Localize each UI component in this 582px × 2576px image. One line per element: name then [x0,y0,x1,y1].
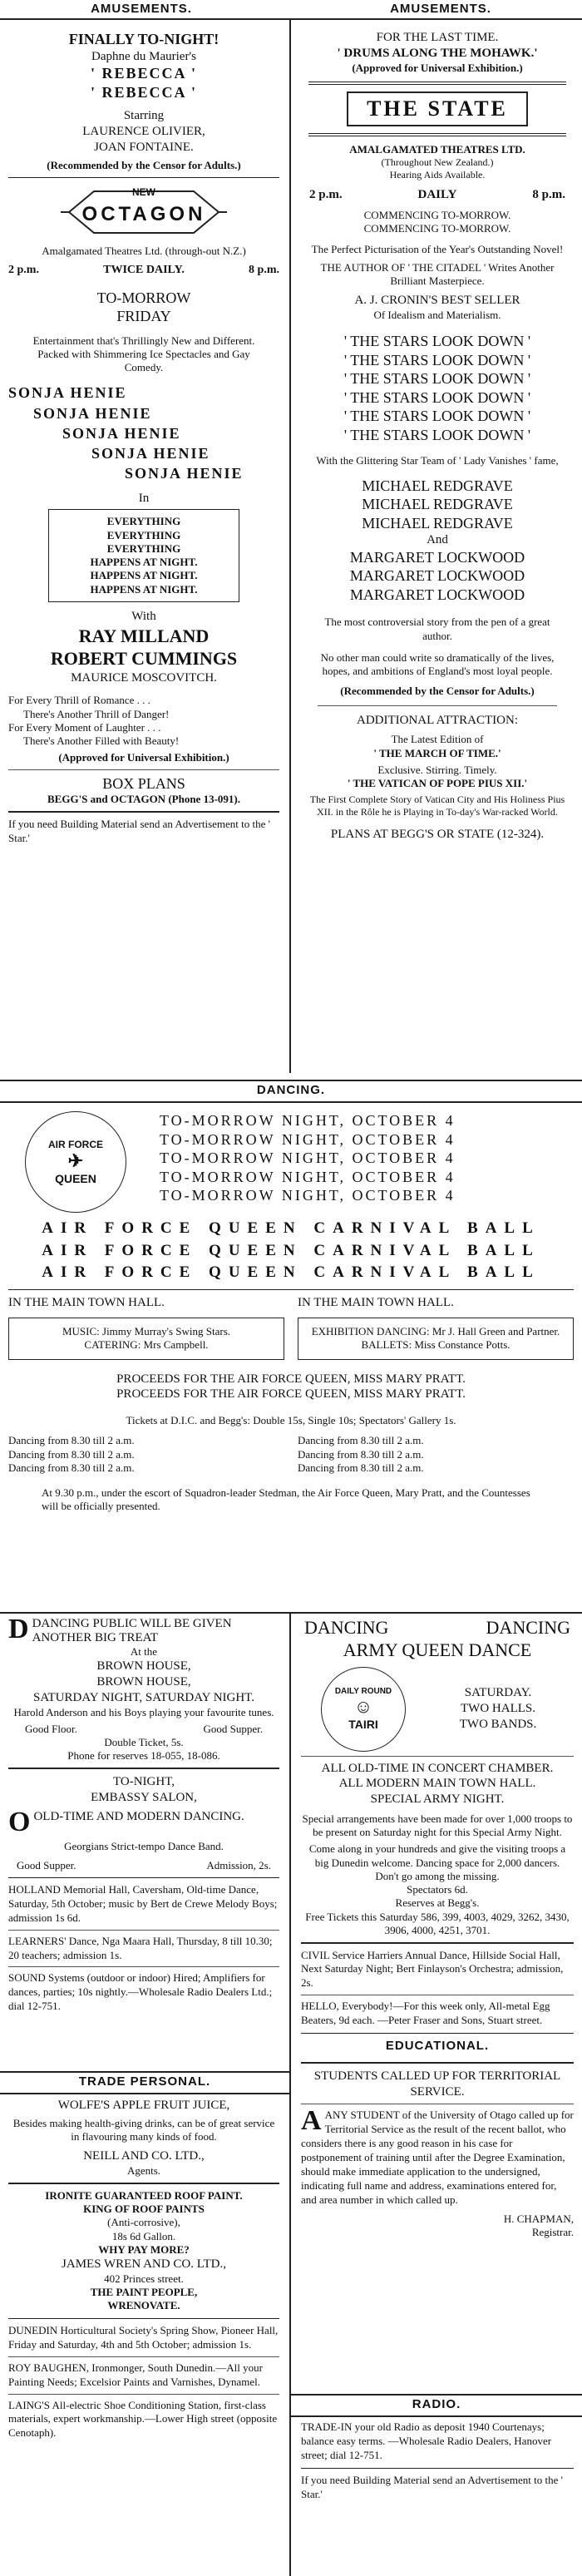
amusements-header-row [0,0,582,18]
army-arrangements: Special arrangements have been made for over 1,000 troops to be present on Saturday night for this Special Army Night. [302,1812,573,1838]
state-glitter: With the Glittering Star Team of ' Lady Vanishes ' fame, [316,454,559,467]
octagon-company: Amalgamated Theatres Ltd. (through-out N.Z.) [42,245,246,258]
ironite-price: 18s 6d Gallon. [111,2229,176,2242]
happens-1: HAPPENS AT NIGHT. [90,556,198,569]
army-queen-dancing-right: DANCING [486,1617,570,1638]
building-right-text: If you need Building Material send an Advertisement to the ' Star.' [301,2474,563,2501]
afq-proceeds-2: PROCEEDS FOR THE AIR FORCE QUEEN, MISS MARY PRATT. [116,1387,466,1402]
ironite-king: KING OF ROOF PAINTS [83,2203,205,2215]
state-company: AMALGAMATED THEATRES LTD. [349,142,525,156]
rebecca-star2: JOAN FONTAINE. [94,140,194,154]
amusements-header-right: AMUSEMENTS. [390,2,491,16]
afq-carnival-1: AIR FORCE QUEEN CARNIVAL BALL [42,1219,540,1237]
students-ad [301,2069,574,2239]
state-commencing2: COMMENCING TO-MORROW. [363,222,511,235]
hello-text: HELLO, Everybody!—For this week only, All-metal Egg Beaters, 9d each. —Peter Fraser and Sons, Stuart street. [301,2000,550,2027]
trade-header-rule [0,2093,289,2094]
rebecca-star1: LAURENCE OLIVIER, [82,125,205,138]
air-force-queen-logo [25,1111,126,1213]
state-no-other: No other man could write so dramatically of the lives, hopes, and ambitions of England's most loyal people. [320,650,555,677]
afq-tomorrow-2: TO-MORROW NIGHT, OCTOBER 4 [160,1130,456,1148]
brown-house-intro [8,1617,279,1645]
state-cronin: A. J. CRONIN'S BEST SELLER [354,294,520,308]
sonja-henie-stair [8,383,279,483]
state-idealism: Of Idealism and Materialism. [373,309,501,321]
trade-in-text: TRADE-IN your old Radio as deposit 1940 Courtenays; balance easy terms. —Wholesale Radio Dealers, Hanover street; dial 12-751. [301,2420,552,2461]
state-author: THE AUTHOR OF ' THE CITADEL ' Writes Another Brilliant Masterpiece. [320,260,555,287]
army-queen-details [422,1685,574,1732]
state-daily: DAILY [417,188,457,201]
radio-header-rule [291,2415,582,2417]
afq-carnival-2: AIR FORCE QUEEN CARNIVAL BALL [42,1241,540,1259]
afq-tomorrow-5: TO-MORROW NIGHT, OCTOBER 4 [160,1187,456,1204]
army-queen-dancing-left: DANCING [304,1617,389,1638]
afq-carnival-3: AIR FORCE QUEEN CARNIVAL BALL [42,1263,540,1282]
brown-house-phone: Phone for reserves 18-055, 18-086. [67,1749,220,1762]
sonja-3: SONJA HENIE [62,424,181,442]
sound-text: SOUND Systems (outdoor or indoor) Hired; Amplifiers for dances, parties; 10s nightly.—Wholesale Radio Dealers Ltd.; dial 12-751. [8,1971,273,2013]
state-perfect: The Perfect Picturisation of the Year's Outstanding Novel! [311,242,564,255]
wolfe-neill: NEILL AND CO. LTD., [83,2149,205,2163]
stars-1: ' THE STARS LOOK DOWN ' [343,333,531,350]
brown-house-intro-text: DANCING PUBLIC WILL BE GIVEN ANOTHER BIG TREAT [32,1617,232,1644]
afq-dancing-l1: Dancing from 8.30 till 2 a.m. [8,1434,135,1447]
students-body-text: ANY STUDENT of the University of Otago called up for Territorial Service as the result of the recent ballot, who considers there is any good reason in his case for postponement of training until after the Degree Examination, should make immediate application to the undersigned, indicating full name and address, examinations entered for, and area number in which called up. [301,2109,574,2206]
embassy-admission: Admission, 2s. [206,1858,271,1871]
octagon-box-plans: BOX PLANS [102,774,185,792]
learners-ad [8,1935,279,1963]
brown-house-floor: Good Floor. [25,1722,77,1735]
afq-dancing-left [8,1434,284,1475]
afq-logo-top: AIR FORCE [48,1139,103,1150]
brown-house-supper: Good Supper. [203,1722,263,1735]
state-march: ' THE MARCH OF TIME.' [373,746,501,759]
octagon-tag3: For Every Moment of Laughter . . . [8,720,161,734]
brown-house-at: At the [130,1645,158,1658]
civil-text: CIVIL Service Harriers Annual Dance, Hillside Social Hall, Next Saturday Night; Bert Finlayson's Orchestra; admission, 2s. [301,1948,564,1990]
octagon-times [8,264,279,277]
trade-left-column [3,2098,284,2572]
octagon-logo-top: NEW [132,186,155,199]
state-stars-list [301,332,574,444]
ironite-james: JAMES WREN AND CO. LTD., [62,2257,226,2271]
embassy-tonight: TO-NIGHT, [112,1774,175,1788]
wolfe-title: WOLFE'S APPLE FRUIT JUICE, [57,2099,230,2112]
rebecca-title-2: ' REBECCA ' [90,83,198,101]
state-last-time: FOR THE LAST TIME. [376,31,499,44]
stars-5: ' THE STARS LOOK DOWN ' [343,408,531,425]
column-divider [289,18,291,1073]
stars-3: ' THE STARS LOOK DOWN ' [343,370,531,388]
building-left-text: If you need Building Material send an Advertisement to the ' Star.' [8,817,270,844]
octagon-times-mid: TWICE DAILY. [103,263,185,276]
sonja-2: SONJA HENIE [33,404,152,422]
dancing-left-column [3,1617,284,2066]
dancing-header-rule [0,1101,582,1103]
afq-dancing-times [8,1434,574,1475]
afq-hall-right [298,1295,574,1359]
educational-header: EDUCATIONAL. [385,2039,490,2054]
happens-3: HAPPENS AT NIGHT. [90,582,198,596]
octagon-begg: BEGG'S and OCTAGON (Phone 13-091). [47,793,240,806]
ironite-title: IRONITE GUARANTEED ROOF PAINT. [45,2188,243,2202]
students-signed: H. CHAPMAN, [503,2212,574,2225]
learners-text: LEARNERS' Dance, Nga Maara Hall, Thursday, 8 till 10.30; 20 teachers; admission 1s. [8,1934,273,1961]
amusements-section [0,0,582,1073]
state-commencing1: COMMENCING TO-MORROW. [363,209,511,221]
ironite-wrenovate: WRENOVATE. [107,2299,180,2312]
trade-top-rule [0,2071,289,2073]
rebecca-ad [8,30,279,172]
afq-tomorrow-3: TO-MORROW NIGHT, OCTOBER 4 [160,1150,456,1166]
state-controversial: The most controversial story from the pen of a great author. [324,616,550,642]
afq-dancing-r3: Dancing from 8.30 till 2 a.m. [298,1461,424,1474]
embassy-old-time-text: OLD-TIME AND MODERN DANCING. [33,1810,244,1824]
state-margaret-list [301,548,574,605]
afq-proceeds-1: PROCEEDS FOR THE AIR FORCE QUEEN, MISS MARY PRATT. [116,1372,466,1386]
rebecca-line1: FINALLY TO-NIGHT! [68,31,219,47]
ironite-anti: (Anti-corrosive), [107,2216,180,2229]
afq-escort: At 9.30 p.m., under the escort of Squadron-leader Stedman, the Air Force Queen, Mary Pratt, and the Countesses will be officially presented. [42,1486,530,1513]
army-queen-ad [301,1617,574,1937]
building-material-left [8,818,279,846]
state-drums: ' DRUMS ALONG THE MOHAWK.' [337,46,538,60]
trade-in-ad [301,2420,574,2463]
rebecca-line2: Daphne du Maurier's [91,49,196,63]
state-time-left: 2 p.m. [309,188,343,201]
octagon-blurb: Entertainment that's Thrillingly New and Different. Packed with Shimmering Ice Spectacles and Gay Comedy. [32,334,255,373]
radio-top-rule [291,2394,582,2396]
everything-box [48,509,239,602]
dunedin-hort-text: DUNEDIN Horticultural Society's Spring Show, Pioneer Hall, Friday and Saturday, 4th and 5th October; admission 1s. [8,2324,279,2351]
army-free-tickets: Free Tickets this Saturday 586, 399, 4003, 4029, 3262, 3430, 3906, 4000, 4251, 3701. [305,1910,570,1936]
amusements-right-column [296,23,579,1073]
drop-cap-a: A [301,2105,322,2137]
dancing-column-divider [289,1614,291,2246]
students-title: STUDENTS CALLED UP FOR TERRITORIAL SERVICE. [313,2069,561,2099]
bottom-column-divider [289,2246,291,2576]
happens-2: HAPPENS AT NIGHT. [90,569,198,582]
sound-ad [8,1971,279,2014]
afq-halls [8,1295,574,1359]
octagon-approved: (Approved for Universal Exhibition.) [58,751,229,764]
octagon-tomorrow: TO-MORROW [96,289,191,306]
laing-text: LAING'S All-electric Shoe Conditioning Station, first-class materials, expert workmanship.—Lower High street (opposite Cenotaph). [8,2398,278,2440]
brown-house-2: BROWN HOUSE, [96,1675,191,1688]
afq-tomorrow-1: TO-MORROW NIGHT, OCTOBER 4 [160,1112,456,1129]
army-concert: ALL OLD-TIME IN CONCERT CHAMBER. [321,1761,554,1775]
afq-exhibition-box [298,1318,574,1360]
wolfe-agents: Agents. [126,2164,161,2177]
embassy-georgians: Georgians Strict-tempo Dance Band. [64,1840,224,1853]
brown-house-ticket: Double Ticket, 5s. [104,1735,184,1748]
brown-house-ad [8,1617,279,1763]
hello-ad [301,2000,574,2028]
army-modern: ALL MODERN MAIN TOWN HALL. [338,1777,536,1791]
michael-3: MICHAEL REDGRAVE [362,514,513,532]
afq-tickets: Tickets at D.I.C. and Begg's: Double 15s, Single 10s; Spectators' Gallery 1s. [126,1414,456,1427]
rebecca-title-1: ' REBECCA ' [90,65,198,82]
army-come-along: Come along in your hundreds and give the visiting troops a big Dunedin welcome. Dancing space for 2,000 dancers. [308,1842,566,1869]
state-times [309,188,565,202]
rebecca-censor: (Recommended by the Censor for Adults.) [47,158,241,171]
radio-header: RADIO. [412,2397,461,2411]
air-force-queen-ad [0,1106,582,1605]
octagon-logo-text: OCTAGON [81,203,206,226]
afq-tomorrow-4: TO-MORROW NIGHT, OCTOBER 4 [160,1168,456,1185]
afq-hall-left [8,1295,284,1359]
dunedin-hort-ad [8,2324,279,2352]
army-spectators: Spectators 6d. [407,1883,468,1896]
army-two-halls: TWO HALLS. [461,1702,535,1716]
state-company2: (Throughout New Zealand.) [381,156,494,168]
octagon-with: With [131,609,156,623]
ironite-why: WHY PAY MORE? [98,2242,190,2256]
sonja-5: SONJA HENIE [125,465,244,482]
state-time-right: 8 p.m. [532,188,565,201]
octagon-tag2: There's Another Thrill of Danger! [23,707,170,720]
afq-tomorrow-list [160,1106,574,1205]
afq-ballets: BALLETS: Miss Constance Potts. [361,1338,510,1352]
octagon-time-left: 2 p.m. [8,263,39,276]
margaret-1: MARGARET LOCKWOOD [349,548,525,566]
rebecca-starring: Starring [123,109,165,123]
ironite-ad [8,2189,279,2313]
laing-ad [8,2399,279,2441]
army-logo-top: DAILY ROUND [334,1687,392,1696]
afq-catering: CATERING: Mrs Campbell. [84,1338,209,1352]
dancing-header: DANCING. [256,1083,326,1097]
stars-2: ' THE STARS LOOK DOWN ' [343,351,531,368]
afq-dancing-r1: Dancing from 8.30 till 2 a.m. [298,1434,424,1447]
daily-round-logo [321,1667,406,1752]
michael-2: MICHAEL REDGRAVE [362,496,513,512]
trade-personal-header: TRADE PERSONAL. [78,2074,211,2089]
octagon-in: In [138,491,150,505]
army-queen-dancing-row [304,1617,570,1639]
embassy-supper: Good Supper. [17,1858,76,1871]
state-approved: (Approved for Universal Exhibition.) [352,61,523,74]
army-special: SPECIAL ARMY NIGHT. [370,1792,505,1806]
army-queen-title: ARMY QUEEN DANCE [343,1639,532,1660]
drop-cap-d: D [8,1617,29,1644]
state-logo-text: THE STATE [347,91,528,126]
brown-house-floor-supper [25,1723,263,1736]
holland-ad [8,1883,279,1926]
octagon-logo [61,183,227,241]
brown-house-harold: Harold Anderson and his Boys playing your favourite tunes. [13,1705,274,1718]
wolfe-ad [8,2098,279,2178]
octagon-time-right: 8 p.m. [249,263,279,276]
ironite-address: 402 Princes street. [104,2272,184,2285]
army-two-bands: TWO BANDS. [459,1717,537,1731]
afq-music: MUSIC: Jimmy Murray's Swing Stars. [62,1325,231,1338]
army-dont-miss: Don't go among the missing. [375,1869,500,1882]
stars-6: ' THE STARS LOOK DOWN ' [343,426,531,443]
state-vatican: ' THE VATICAN OF POPE PIUS XII.' [347,777,528,789]
dancing-top-rule [0,1080,582,1081]
embassy-ad [8,1774,279,1872]
state-and: And [427,533,448,546]
everything-1: EVERYTHING [106,515,181,528]
octagon-cast3: MAURICE MOSCOVITCH. [71,670,217,685]
afq-dancing-l3: Dancing from 8.30 till 2 a.m. [8,1461,135,1474]
state-additional: ADDITIONAL ATTRACTION: [356,713,518,727]
dancing-right-column [296,1617,579,2249]
octagon-tag4: There's Another Filled with Beauty! [23,734,180,748]
state-exclusive: Exclusive. Stirring. Timely. [377,763,497,776]
army-saturday: SATURDAY. [464,1686,532,1700]
drop-cap-o: O [8,1807,31,1838]
afq-dancing-l2: Dancing from 8.30 till 2 a.m. [8,1447,135,1461]
state-plans: PLANS AT BEGG'S OR STATE (12-324). [330,828,545,842]
state-latest: The Latest Edition of [391,733,484,746]
state-michael-list [301,477,574,533]
afq-top [8,1106,574,1213]
afq-dancing-r2: Dancing from 8.30 till 2 a.m. [298,1447,424,1461]
wolfe-body: Besides making health-giving drinks, can be of great service in flavouring many kinds of food. [12,2116,275,2143]
ironite-paint: THE PAINT PEOPLE, [90,2286,198,2298]
roy-text: ROY BAUGHEN, Ironmonger, South Dunedin.—All your Painting Needs; Excelsior Paints and Varnishes, Dynamel. [8,2361,263,2388]
margaret-3: MARGARET LOCKWOOD [349,586,525,603]
civil-ad [301,1949,574,1991]
state-censor: (Recommended by the Censor for Adults.) [340,685,535,698]
everything-3: EVERYTHING [106,541,181,555]
roy-ad [8,2361,279,2390]
brown-house-1: BROWN HOUSE, [96,1659,191,1674]
michael-1: MICHAEL REDGRAVE [362,477,513,494]
octagon-ad [8,183,279,806]
state-hearing: Hearing Aids Available. [389,169,486,180]
afq-logo-bottom: QUEEN [55,1172,96,1185]
octagon-taglines [8,694,279,748]
afq-proceeds [8,1372,574,1403]
state-ad [301,30,574,843]
embassy-supper-admission [17,1859,271,1872]
army-reserves: Reserves at Begg's. [395,1896,480,1910]
dancing-mid-rule [0,1612,582,1614]
radio-column [296,2420,579,2574]
afq-music-box [8,1318,284,1360]
afq-hall-left-title: IN THE MAIN TOWN HALL. [8,1296,165,1310]
afq-carnival-list [8,1218,574,1284]
afq-exhibition: EXHIBITION DANCING: Mr J. Hall Green and Partner. [311,1325,560,1338]
figure-icon: ☺ [353,1696,373,1717]
octagon-cast1: RAY MILLAND [78,625,210,646]
army-logo-bottom: TAIRI [348,1718,378,1731]
octagon-friday: FRIDAY [116,308,171,324]
students-body [301,2105,574,2207]
embassy-salon: EMBASSY SALON, [91,1790,197,1804]
state-first-story: The First Complete Story of Vatican City and His Holiness Pius XII. in the Rôle he is Playing in To-day's War-racked World. [309,794,565,818]
margaret-2: MARGARET LOCKWOOD [349,567,525,585]
afq-dancing-right [298,1434,574,1475]
afq-hall-right-title: IN THE MAIN TOWN HALL. [298,1296,454,1310]
octagon-cast2: ROBERT CUMMINGS [50,648,238,670]
wings-icon: ✈ [67,1150,84,1171]
holland-text: HOLLAND Memorial Hall, Caversham, Old-time Dance, Saturday, 5th October; music by Bert de Crewe Melody Boys; admission 1s 6d. [8,1883,278,1924]
amusements-left-column [3,23,284,1073]
sonja-1: SONJA HENIE [8,384,127,402]
amusements-header-left: AMUSEMENTS. [91,2,192,16]
students-registrar: Registrar. [531,2225,574,2238]
everything-2: EVERYTHING [106,528,181,541]
embassy-old-time [8,1807,279,1838]
octagon-tag1: For Every Thrill of Romance . . . [8,694,150,707]
sonja-4: SONJA HENIE [91,445,210,462]
state-logo [308,82,566,136]
building-material-right [301,2474,574,2502]
brown-house-saturday: SATURDAY NIGHT, SATURDAY NIGHT. [33,1690,254,1704]
stars-4: ' THE STARS LOOK DOWN ' [343,388,531,406]
header-rule [0,18,582,20]
army-queen-logo-row [301,1667,574,1752]
